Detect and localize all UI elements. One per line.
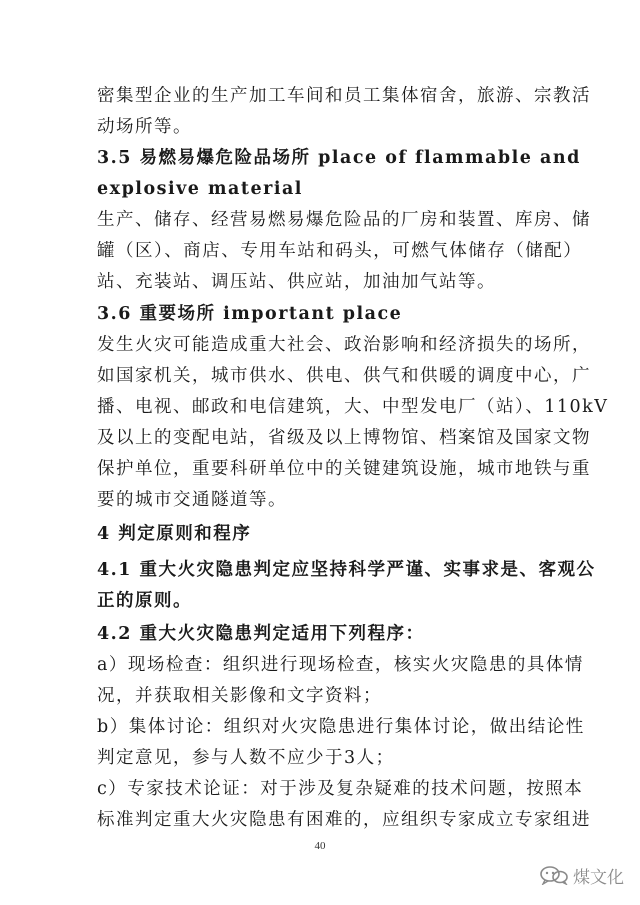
clause-4-1-continued: 正的原则。 (97, 591, 192, 611)
body-text-line: 生产、储存、经营易燃易爆危险品的厂房和装置、库房、储 (97, 210, 591, 230)
clause-4-2: 4.2 重大火灾隐患判定适用下列程序： (97, 624, 425, 644)
body-text-line: 站、充装站、调压站、供应站，加油加气站等。 (97, 272, 496, 292)
body-text-line: 保护单位，重要科研单位中的关键建筑设施，城市地铁与重 (97, 459, 591, 479)
body-text-line: 罐（区）、商店、专用车站和码头，可燃气体储存（储配） (97, 241, 583, 261)
list-item-b: b）集体讨论：组织对火灾隐患进行集体讨论，做出结论性 (97, 717, 585, 737)
section-heading-3-5-continued: explosive material (97, 179, 303, 199)
clause-4-1: 4.1 重大火灾隐患判定应坚持科学严谨、实事求是、客观公 (97, 560, 596, 580)
list-item-c: c）专家技术论证：对于涉及复杂疑难的技术问题，按照本 (97, 779, 584, 799)
body-text-line: 及以上的变配电站，省级及以上博物馆、档案馆及国家文物 (97, 428, 591, 448)
watermark (539, 864, 624, 886)
list-item-b-continued: 判定意见，参与人数不应少于3人； (97, 748, 395, 768)
list-item-a: a）现场检查：组织进行现场检查，核实火灾隐患的具体情 (97, 655, 584, 675)
watermark-text: 煤文化 (573, 867, 624, 888)
body-text-line: 要的城市交通隧道等。 (97, 490, 287, 510)
body-text-line: 如国家机关，城市供水、供电、供气和供暖的调度中心，广 (97, 366, 591, 386)
page-number: 40 (314, 840, 326, 852)
body-text-line: 密集型企业的生产加工车间和员工集体宿舍，旅游、宗教活 (97, 86, 591, 106)
body-text-line: 动场所等。 (97, 117, 192, 137)
section-heading-3-6: 3.6 重要场所 important place (97, 304, 403, 324)
list-item-c-continued: 标准判定重大火灾隐患有困难的，应组织专家成立专家组进 (97, 810, 591, 830)
body-text-line: 播、电视、邮政和电信建筑，大、中型发电厂（站）、110kV (97, 397, 609, 417)
section-heading-3-5: 3.5 易燃易爆危险品场所 place of flammable and (97, 148, 581, 168)
list-item-a-continued: 况，并获取相关影像和文字资料； (97, 686, 382, 706)
chapter-heading-4: 4 判定原则和程序 (97, 524, 252, 544)
body-text-line: 发生火灾可能造成重大社会、政治影响和经济损失的场所， (97, 335, 591, 355)
wechat-icon (539, 865, 569, 885)
